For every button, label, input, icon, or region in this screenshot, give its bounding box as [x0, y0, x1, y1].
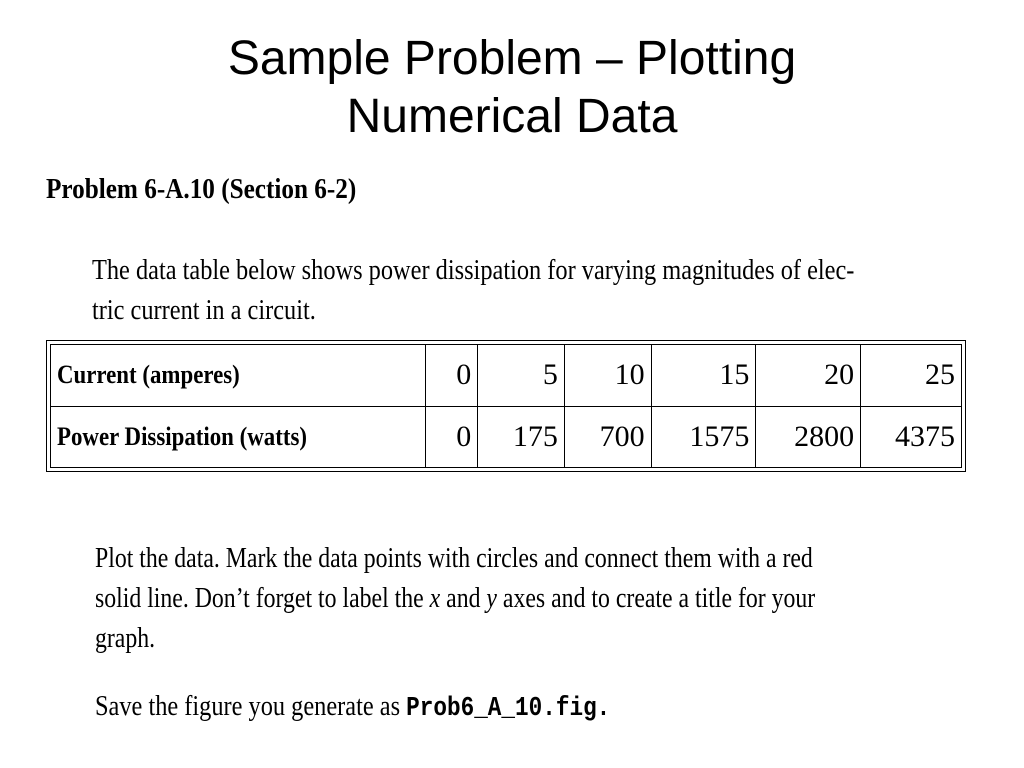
instructions-line-1: Plot the data. Mark the data points with circles and connect them with a red — [95, 542, 813, 574]
instructions-line-3: graph. — [95, 622, 156, 654]
table-cell: 20 — [756, 345, 861, 407]
table-cell: 175 — [478, 406, 565, 468]
save-text: Save the figure you generate as — [95, 690, 407, 722]
intro-paragraph — [92, 250, 854, 330]
table-cell: 2800 — [756, 406, 861, 468]
table-cell: 0 — [425, 345, 477, 407]
data-table — [50, 344, 962, 468]
table-cell: 25 — [861, 345, 962, 407]
x-variable: x — [429, 582, 441, 614]
table-cell: 5 — [478, 345, 565, 407]
instructions-paragraph — [95, 538, 815, 658]
slide-title-line-2: Numerical Data — [346, 90, 678, 143]
instructions-line-2: solid line. Don’t forget to label the x and y axes and to create a title for your — [95, 582, 816, 614]
save-instruction — [95, 686, 610, 729]
row-header-power: Power Dissipation (watts) — [51, 406, 426, 468]
row-header-current: Current (amperes) — [51, 345, 426, 407]
problem-heading: Problem 6-A.10 (Section 6-2) — [46, 174, 357, 205]
save-filename: Prob6_A_10.fig. — [406, 694, 611, 724]
table-cell: 0 — [425, 406, 477, 468]
data-table-frame — [46, 340, 966, 472]
table-row-current — [51, 345, 962, 407]
table-cell: 700 — [564, 406, 651, 468]
y-variable: y — [486, 582, 497, 614]
intro-line-2: tric current in a circuit. — [92, 294, 316, 326]
table-cell: 10 — [564, 345, 651, 407]
table-cell: 4375 — [861, 406, 962, 468]
table-cell: 15 — [651, 345, 756, 407]
slide-title — [0, 30, 1024, 146]
table-row-power — [51, 406, 962, 468]
slide-title-line-1: Sample Problem – Plotting — [227, 32, 797, 85]
intro-line-1: The data table below shows power dissipation for varying magnitudes of elec- — [92, 254, 855, 286]
table-cell: 1575 — [651, 406, 756, 468]
